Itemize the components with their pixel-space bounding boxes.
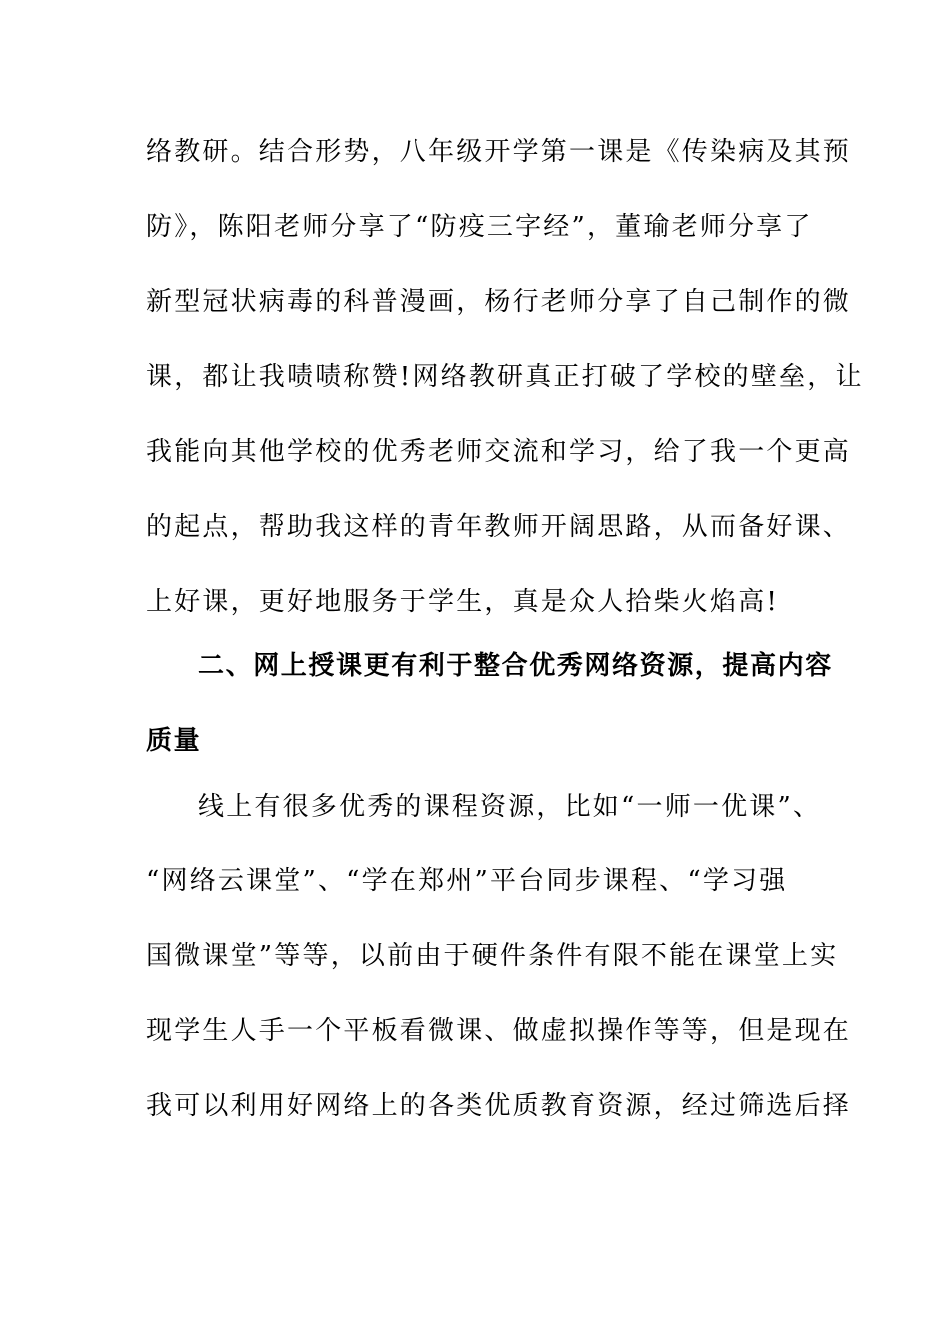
text-line: 防》，陈阳老师分享了“防疫三字经”，董瑜老师分享了	[146, 212, 813, 242]
heading-line: 二、网上授课更有利于整合优秀网络资源，提高内容	[198, 651, 833, 681]
text-line: “网络云课堂”、“学在郑州”平台同步课程、“学习强	[146, 866, 788, 896]
text-line: 线上有很多优秀的课程资源，比如“一师一优课”、	[198, 792, 822, 822]
text-line: 的起点，帮助我这样的青年教师开阔思路，从而备好课、	[146, 512, 852, 542]
text-line: 国微课堂”等等，以前由于硬件条件有限不能在课堂上实	[146, 941, 839, 971]
text-line: 现学生人手一个平板看微课、做虚拟操作等等，但是现在	[146, 1016, 852, 1046]
text-line: 我能向其他学校的优秀老师交流和学习，给了我一个更高	[146, 437, 852, 467]
text-line: 上好课，更好地服务于学生，真是众人拾柴火焰高!	[146, 587, 780, 617]
text-line: 新型冠状病毒的科普漫画，杨行老师分享了自己制作的微	[146, 287, 852, 317]
text-line: 我可以利用好网络上的各类优质教育资源，经过筛选后择	[146, 1091, 852, 1121]
text-line: 络教研。结合形势，八年级开学第一课是《传染病及其预	[146, 137, 852, 167]
text-line: 课，都让我啧啧称赞!网络教研真正打破了学校的壁垒，让	[146, 362, 864, 392]
heading-line: 质量	[146, 726, 202, 756]
